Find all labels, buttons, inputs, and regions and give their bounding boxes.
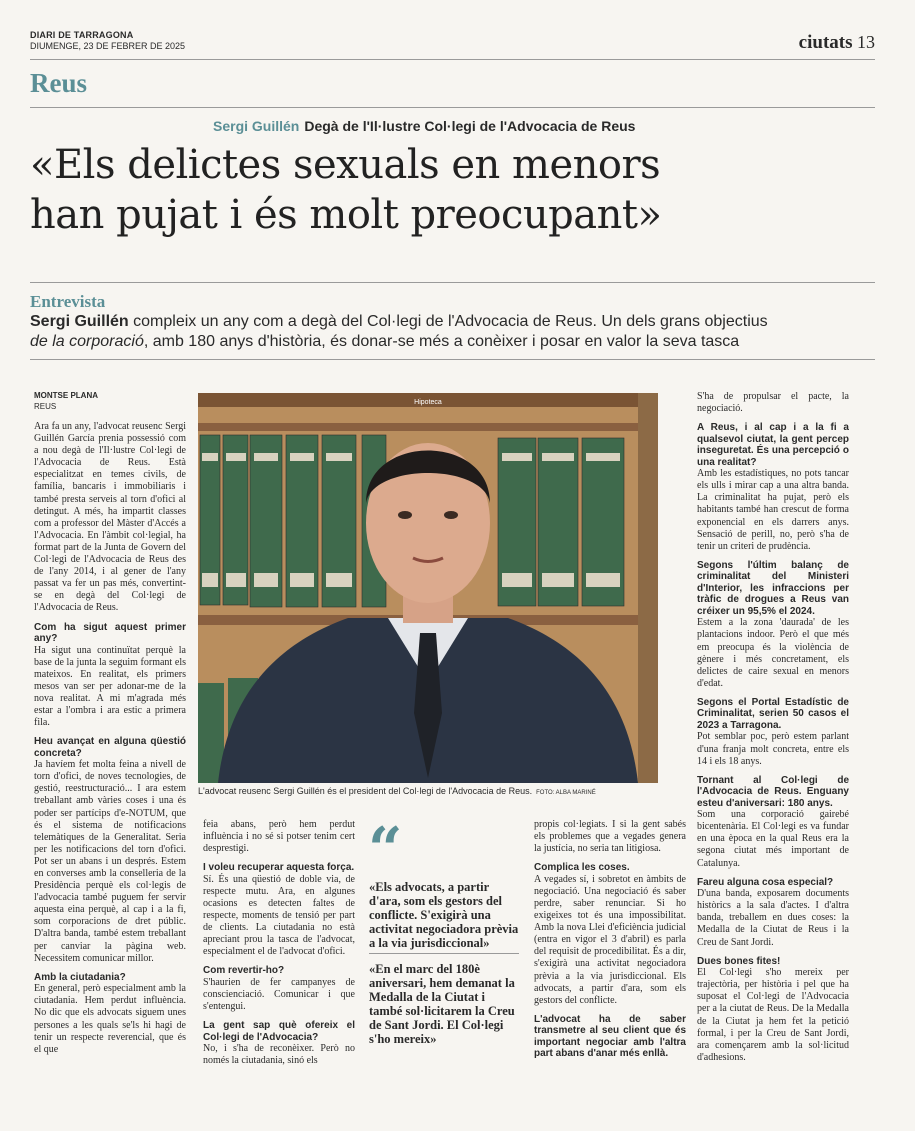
- photo-caption: [198, 786, 668, 796]
- pull-quote-1: «Els advocats, a partir d'ara, som els gestors del conflicte. S'exigirà una activitat negociadora prèvia a la via jurisdiccional»: [369, 880, 519, 950]
- interviewee-role: Degà de l'Il·lustre Col·legi de l'Advocacia de Reus: [304, 118, 636, 134]
- column-4: [534, 819, 686, 1060]
- photo-credit: FOTO: ALBA MARINÉ: [536, 790, 596, 796]
- body-paragraph: El Col·legi s'ho mereix per trajectòria, per història i pel que ha suposat el Col·legi de l'Advocacia per a la ciutat de Reus. De la Medalla de la Ciutat ja hem fet la petició formal, i per la Creu de Sant Jordi, ara començarem amb la sol·licitud d'adhesions.: [697, 967, 849, 1063]
- caption-text: L'advocat reusenc Sergi Guillén és el president del Col·legi de l'Advocacia de Reus.: [198, 786, 533, 796]
- body-paragraph: Pot semblar poc, però estem parlant d'una franja molt concreta, entre els 14 i els 18 anys.: [697, 731, 849, 767]
- interview-question: L'advocat ha de saber transmetre al seu client que és important negociar amb l'altra part abans d'anar més enllà.: [534, 1013, 686, 1060]
- interview-question: I voleu recuperar aquesta força.: [203, 862, 355, 874]
- section-name: ciutats: [798, 32, 853, 53]
- city-section: Reus: [30, 68, 88, 98]
- interview-question: La gent sap què ofereix el Col·legi de l'Advocacia?: [203, 1020, 355, 1043]
- lead-name: Sergi Guillén: [30, 313, 129, 330]
- byline: [34, 390, 186, 412]
- interview-question: Com revertir-ho?: [203, 965, 285, 977]
- interviewee-dek: [213, 118, 635, 134]
- top-rule: [30, 59, 875, 60]
- portrait-illustration: [198, 393, 658, 783]
- interview-question: Com ha sigut aquest primer any?: [34, 621, 186, 644]
- byline-place: REUS: [34, 402, 57, 411]
- body-paragraph: propis col·legiats. I si la gent sabés els problemes que a vegades genera la justícia, no seria tan litigiosa.: [534, 819, 686, 855]
- body-paragraph: Som una corporació gairebé bicentenària. El Col·legi es va fundar en una època en la qual Reus era la segona ciutat més important de Catalunya.: [697, 809, 849, 869]
- interview-question: Fareu alguna cosa especial?: [697, 876, 834, 888]
- body-paragraph: Sí. És una qüestió de doble via, de respecte mutu. Ara, en algunes ocasions es detecten faltes de respecte, moments de tensió per part de clients. La ciutadania no està apreciant prou la tasca de l'advocat, especialment el de l'advocat d'ofici.: [203, 873, 355, 958]
- body-paragraph: A vegades sí, i sobretot en àmbits de negociació. Una negociació és saber perdre, saber renunciar. Si ho exigeixes tot és una impossibilitat. Amb la nova Llei d'eficiència judicial (entra en vigor el 3 d'abril) es parla del requisit de procedibilitat. És a dir, s'exigirà una activitat negociadora prèvia a la via jurisdiccional. Els advocats, a partir d'ara, som els gestors del conflicte.: [534, 873, 686, 1006]
- issue-date: DIUMENGE, 23 DE FEBRER DE 2025: [30, 41, 186, 51]
- column-2: [203, 819, 355, 1067]
- body-paragraph: Estem a la zona 'daurada' de les plantacions indoor. Però el que més em preocupa és la violència de gènere i més concretament, els delictes de caire sexual en menors d'edat.: [697, 617, 849, 689]
- kicker-rule: [30, 282, 875, 283]
- interview-question: Tornant al Col·legi de l'Advocacia de Reus. Enguany esteu d'aniversari: 180 anys.: [697, 774, 849, 809]
- body-paragraph: Ara fa un any, l'advocat reusenc Sergi Guillén García prenia possessió com a nou degà de l'Il·lustre Col·legi de l'Advocacia de Reus. Està especialitzat en temes civils, de família, bancaris i immobiliaris i també presta serveis al torn d'ofici al detingut. A més, ha impartit classes com a professor del Màster d'Accés a l'Advocacia. En l'àmbit col·legial, ha format part de la Junta de Govern del Col·legi de l'Advocacia de Reus des de l'any 2014, i al gener de l'any passat va fer un pas més, convertint-se en degà del Col·legi de l'Advocacia de Reus.: [34, 421, 186, 614]
- body-paragraph: No, i s'ha de reconèixer. Però no només la ciutadania, sinó els: [203, 1043, 355, 1067]
- byline-author: MONTSE PLANA: [34, 391, 98, 400]
- masthead: [30, 30, 185, 52]
- lead-paragraph: [30, 312, 880, 352]
- body-paragraph: feia abans, però hem perdut influència i no sé si potser tenim cert desprestigi.: [203, 819, 355, 855]
- body-paragraph: En general, però especialment amb la ciutadania. Hem perdut influència. No dic que els advocats siguem unes persones a les quals se'ls hi hagi de tenir un respecte reverencial, que és el que: [34, 983, 186, 1055]
- shelf-label: Hipoteca: [414, 399, 442, 406]
- lead-text-2: , amb 180 anys d'història, és donar-se més a conèixer i posar en valor la seva tasca: [143, 333, 740, 350]
- lead-rule: [30, 359, 875, 360]
- interview-question: Segons el Portal Estadístic de Criminalitat, serien 50 casos el 2023 a Tarragona.: [697, 696, 849, 731]
- kicker: Entrevista: [30, 292, 106, 311]
- lead-text-1: compleix un any com a degà del Col·legi de l'Advocacia de Reus. Un dels grans objectius: [128, 313, 768, 330]
- city-rule: [30, 107, 875, 108]
- body-paragraph: D'una banda, exposarem documents històrics a la sala d'actes. I d'altra banda, treballem en dues coses: la Medalla de la Ciutat de Reus i la Creu de Sant Jordi.: [697, 888, 849, 948]
- headline-line-2: han pujat i és molt preocupant»: [30, 192, 662, 238]
- body-paragraph: Amb les estadístiques, no pots tancar els ulls i mirar cap a una altra banda. La criminalitat ha pujat, però els habitants també han crescut de forma exponencial en els darrers anys. Sensació de perill, no, però s'ha de tenir un criteri de prudència.: [697, 468, 849, 552]
- quote-mark-icon: “: [368, 815, 403, 885]
- interview-question: Dues bones fites!: [697, 955, 781, 967]
- interviewee-name: Sergi Guillén: [213, 118, 300, 134]
- paper-name: DIARI DE TARRAGONA: [30, 30, 134, 40]
- section-label: [799, 32, 875, 54]
- interviewee-photo: [198, 393, 658, 783]
- lead-italic: de la corporació: [30, 333, 144, 350]
- headline-line-1: «Els delictes sexuals en menors: [30, 142, 661, 188]
- body-paragraph: S'haurien de fer campanyes de conscienciació. Comunicar i que s'entengui.: [203, 976, 355, 1013]
- pull-rule: [369, 953, 519, 954]
- interview-question: A Reus, i al cap i a la fi a qualsevol ciutat, la gent percep inseguretat. És una percepció o una realitat?: [697, 422, 849, 468]
- interview-question: Segons l'últim balanç de criminalitat del Ministeri d'Interior, les infraccions per tràfic de drogues a Reus van créixer un 95,5% el 2024.: [697, 559, 849, 617]
- body-paragraph: Ha sigut una continuïtat perquè la base de la junta la seguim formant els mateixos. En realitat, els primers mesos van ser per adonar-me de la nova realitat. A mi m'agrada més estar a l'ombra i ara estic a primera fila.: [34, 644, 186, 729]
- column-5: [697, 391, 849, 1064]
- interview-question: Complica les coses.: [534, 862, 630, 874]
- body-paragraph: S'ha de propulsar el pacte, la negociació.: [697, 391, 849, 415]
- body-paragraph: Ja havíem fet molta feina a nivell de torn d'ofici, de noves tecnologies, de gestió, reestructuració... I ara estem treballant amb vàries coses i una és poder ser partícips d'e-NOTUM, que és el sistema de notificacions telemàtiques de la Generalitat. Seria per les notificacions del torn d'ofici. Pot ser un abans i un després. Estem en converses amb la conselleria de la Presidència perquè els col·legis de l'advocacia també puguem fer servir aquesta eina perquè, al cap i a la fi, som corporacions de dret públic. D'altra banda, també estem treballant per canviar la pàgina web. Necessitem comunicar millor.: [34, 759, 186, 964]
- pull-quote-2: «En el marc del 180è aniversari, hem demanat la Medalla de la Ciutat i també sol·licitarem la Creu de Sant Jordi. El Col·legi s'ho mereix»: [369, 962, 515, 1046]
- interview-question: Amb la ciutadania?: [34, 971, 126, 983]
- page-number: 13: [857, 32, 875, 52]
- interview-question: Heu avançat en alguna qüestió concreta?: [34, 736, 186, 759]
- headline: [30, 140, 890, 240]
- column-1: [34, 421, 186, 1056]
